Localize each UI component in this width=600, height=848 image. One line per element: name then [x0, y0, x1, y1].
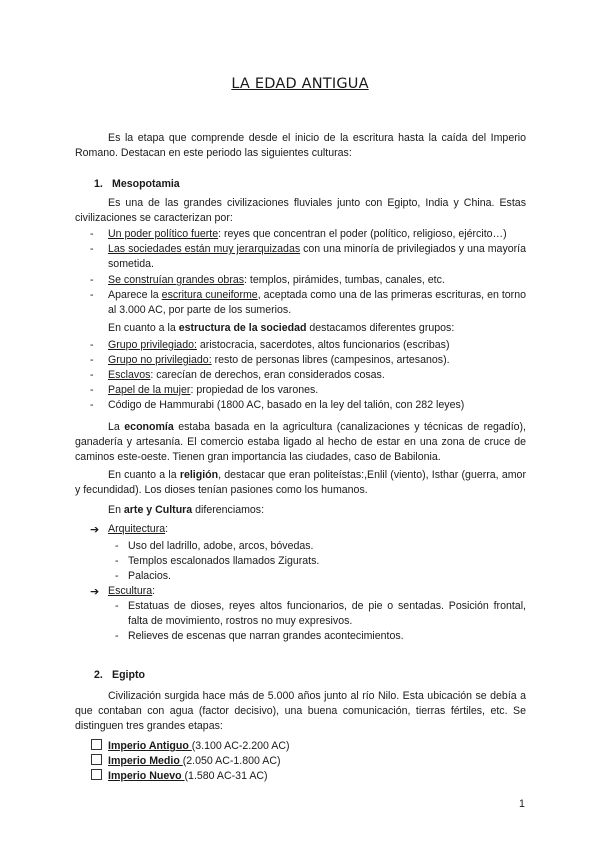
section-heading-egipto	[94, 668, 145, 683]
list-item: - Relieves de escenas que narran grandes acontecimientos.	[115, 630, 404, 642]
list-item: - Estatuas de dioses, reyes altos funcionarios, de pie o sentadas. Posición frontal, falta de movimiento, rostros no muy expresivos.	[115, 600, 526, 628]
list-item: - Esclavos: carecían de derechos, eran considerados cosas.	[90, 369, 385, 381]
list-item-sculpture: ➔ Escultura:	[90, 585, 156, 598]
checkbox-icon	[91, 769, 102, 780]
list-item: - Uso del ladrillo, adobe, arcos, bóvedas.	[115, 540, 314, 552]
economy-paragraph: La economía estaba basada en la agricultura (canalizaciones y técnicas de regadío), ganadería y artesanía. El comercio estaba ligado al hecho de estar en una zona de cruce de caminos este-oeste. Tienen gran importancia las ciudades, caso de Babilonia.	[75, 421, 526, 464]
list-item: - Se construían grandes obras: templos, pirámides, tumbas, canales, etc.	[90, 274, 445, 286]
arrow-right-icon: ➔	[90, 523, 100, 536]
list-item: - Las sociedades están muy jerarquizadas con una minoría de privilegiados y una mayoría sometida.	[90, 243, 526, 271]
checklist-item: Imperio Nuevo (1.580 AC-31 AC)	[91, 769, 268, 784]
section-number: 1.	[94, 178, 103, 190]
feature-label: Un poder político fuerte	[108, 228, 219, 240]
section-heading-mesopotamia	[94, 177, 180, 192]
list-item: - Grupo privilegiado: aristocracia, sacerdotes, altos funcionarios (escribas)	[90, 339, 450, 351]
society-paragraph: En cuanto a la estructura de la sociedad destacamos diferentes grupos:	[108, 322, 455, 334]
section-number: 2.	[94, 669, 103, 681]
section-title: Mesopotamia	[112, 178, 180, 190]
list-item: - Papel de la mujer: propiedad de los varones.	[90, 384, 319, 396]
intro-paragraph: Es la etapa que comprende desde el inicio de la escritura hasta la caída del Imperio Romano. Destacan en este periodo las siguientes culturas:	[75, 132, 526, 160]
list-item: - Palacios.	[115, 570, 171, 582]
list-item: - Grupo no privilegiado: resto de personas libres (campesinos, artesanos).	[90, 354, 450, 366]
feature-label: escritura cuneiforme	[161, 289, 258, 301]
list-item: - Código de Hammurabi (1800 AC, basado en la ley del talión, con 282 leyes)	[90, 399, 465, 411]
page-title: LA EDAD ANTIGUA	[231, 76, 369, 92]
checkbox-icon	[91, 754, 102, 765]
egipto-intro: Civilización surgida hace más de 5.000 años junto al río Nilo. Esta ubicación se debía a que contaban con agua (factor decisivo), una buena comunicación, tierras fértiles, etc. Se distinguen tres grandes etapas:	[75, 690, 526, 733]
feature-label: Las sociedades están muy jerarquizadas	[108, 243, 301, 255]
section-title: Egipto	[112, 669, 145, 681]
arrow-right-icon: ➔	[90, 585, 100, 598]
checklist-item: Imperio Antiguo (3.100 AC-2.200 AC)	[91, 739, 290, 754]
list-item: - Un poder político fuerte: reyes que concentran el poder (político, religioso, ejército…)	[90, 228, 507, 240]
checklist-item: Imperio Medio (2.050 AC-1.800 AC)	[91, 754, 281, 769]
feature-label: Se construían grandes obras	[108, 274, 245, 286]
page-number: 1	[519, 798, 525, 810]
checkbox-icon	[91, 739, 102, 750]
religion-paragraph: En cuanto a la religión, destacar que eran politeístas:,Enlil (viento), Isthar (guerra, amor y fecundidad). Los dioses tenían pasiones como los humanos.	[75, 469, 526, 497]
art-paragraph: En arte y Cultura diferenciamos:	[108, 504, 265, 516]
list-item: - Templos escalonados llamados Zigurats.	[115, 555, 320, 567]
list-item-architecture: ➔ Arquitectura:	[90, 523, 169, 536]
mesopotamia-intro: Es una de las grandes civilizaciones fluviales junto con Egipto, India y China. Estas civilizaciones se caracterizan por:	[75, 197, 526, 225]
list-item: - Aparece la escritura cuneiforme, aceptada como una de las primeras escrituras, en torno al 3.000 AC, por parte de los sumerios.	[90, 289, 526, 317]
